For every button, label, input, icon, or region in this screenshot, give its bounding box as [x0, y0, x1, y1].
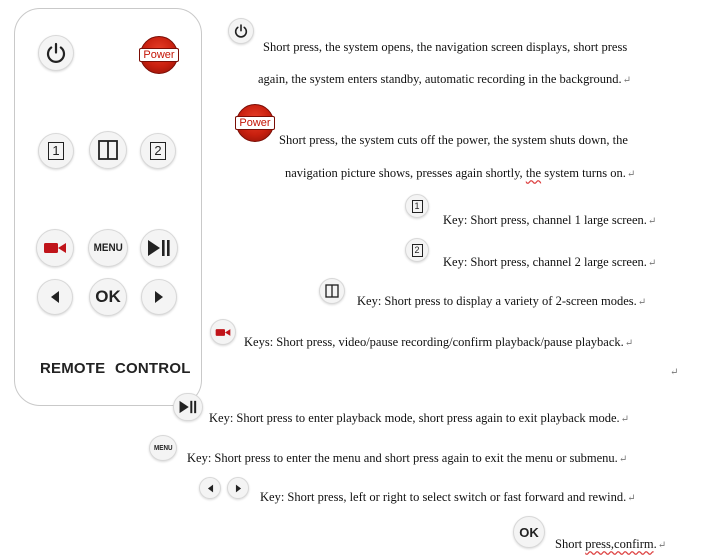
ch1-desc-text: Key: Short press, channel 1 large screen.	[443, 213, 647, 227]
ok-icon-label: OK	[519, 524, 539, 540]
red-power-description-line1	[279, 133, 628, 147]
channel2-icon-label: 2	[412, 244, 423, 257]
return-mark: ↵	[620, 414, 630, 425]
play-pause-icon	[178, 399, 198, 415]
desc-record-icon	[210, 319, 236, 345]
split-desc-text: Key: Short press to display a variety of 2-screen modes.	[357, 294, 637, 308]
desc-left-icon	[199, 477, 221, 499]
power-desc-text1: Short press, the system opens, the navigation screen displays, short press	[263, 40, 628, 54]
playback-desc-text: Key: Short press to enter playback mode, short press again to exit playback mode.	[209, 411, 620, 425]
remote-channel2-button[interactable]	[140, 133, 176, 169]
remote-control-illustration	[14, 8, 202, 406]
remote-left-button[interactable]	[37, 279, 73, 315]
remote-standby-button[interactable]	[38, 35, 74, 71]
return-mark: ↵	[637, 297, 647, 308]
red-desc-text2c: system turns on.	[541, 166, 626, 180]
red-desc-text2a: navigation picture shows, presses again shortly,	[285, 166, 526, 180]
split-screen-icon	[324, 283, 340, 299]
remote-right-button[interactable]	[141, 279, 177, 315]
return-mark: ↵	[647, 216, 657, 227]
desc-ok-icon	[513, 516, 545, 548]
split-screen-description	[357, 294, 646, 310]
power-icon	[233, 23, 249, 39]
return-mark: ↵	[618, 454, 628, 465]
record-desc-text: Keys: Short press, video/pause recording/confirm playback/pause playback.	[244, 335, 624, 349]
power-label: Power	[139, 48, 178, 62]
remote-ok-button[interactable]	[89, 278, 127, 316]
desc-split-screen-icon	[319, 278, 345, 304]
desc-channel1-icon	[405, 194, 429, 218]
menu-label: MENU	[93, 242, 123, 254]
remote-menu-button[interactable]	[88, 229, 128, 267]
remote-power-button[interactable]	[140, 36, 178, 74]
return-mark: ↵	[670, 367, 679, 378]
red-desc-text2b: the	[525, 166, 542, 180]
return-mark: ↵	[624, 338, 634, 349]
ok-label: OK	[95, 287, 121, 306]
record-description	[244, 335, 633, 351]
channel1-description	[443, 213, 656, 229]
return-mark: ↵	[627, 493, 636, 504]
red-power-description-line2	[285, 166, 635, 182]
remote-caption-left: REMOTE	[40, 360, 106, 377]
channel1-label: 1	[48, 142, 64, 160]
menu-desc-text: Key: Short press to enter the menu and short press again to exit the menu or submenu.	[187, 451, 618, 465]
desc-power-icon-button	[228, 18, 254, 44]
arrow-right-icon	[234, 484, 243, 493]
ok-desc-text-b: press,confirm	[585, 537, 654, 551]
remote-play-pause-button[interactable]	[140, 229, 178, 267]
ok-desc-text-c: .	[653, 537, 657, 551]
arrows-description	[260, 490, 636, 506]
arrow-right-icon	[152, 290, 166, 304]
red-desc-text1: Short press, the system cuts off the power, the system shuts down, the	[279, 133, 628, 147]
return-mark: ↵	[647, 258, 657, 269]
red-power-label: Power	[235, 116, 274, 130]
channel2-description	[443, 255, 656, 271]
arrow-left-icon	[206, 484, 215, 493]
power-desc-text2: again, the system enters standby, automatic recording in the background.	[258, 72, 622, 86]
desc-menu-icon	[149, 435, 177, 461]
ok-desc-text-a: Short	[555, 537, 586, 551]
channel2-label: 2	[150, 142, 166, 160]
power-description-line1	[263, 40, 627, 54]
split-screen-icon	[96, 138, 120, 162]
desc-channel2-icon	[405, 238, 429, 262]
return-mark: ↵	[626, 169, 636, 180]
empty-paragraph	[669, 364, 678, 380]
channel1-icon-label: 1	[412, 200, 423, 213]
desc-right-icon	[227, 477, 249, 499]
menu-description	[187, 451, 627, 467]
play-pause-icon	[146, 238, 172, 258]
ok-description	[555, 537, 666, 553]
video-camera-icon	[215, 327, 231, 338]
remote-channel1-button[interactable]	[38, 133, 74, 169]
power-icon	[44, 41, 68, 65]
remote-caption-right: CONTROL	[115, 360, 191, 377]
ch2-desc-text: Key: Short press, channel 2 large screen.	[443, 255, 647, 269]
menu-icon-label: MENU	[153, 444, 173, 452]
video-camera-icon	[43, 240, 67, 256]
remote-record-button[interactable]	[36, 229, 74, 267]
desc-play-pause-icon	[173, 393, 203, 421]
playback-description	[209, 411, 629, 427]
arrow-left-icon	[48, 290, 62, 304]
return-mark: ↵	[657, 540, 667, 551]
return-mark: ↵	[622, 75, 632, 86]
desc-red-power-icon	[236, 104, 274, 142]
power-description-line2	[258, 72, 631, 88]
arrows-desc-text: Key: Short press, left or right to select switch or fast forward and rewind.	[260, 490, 627, 504]
remote-split-screen-button[interactable]	[89, 131, 127, 169]
